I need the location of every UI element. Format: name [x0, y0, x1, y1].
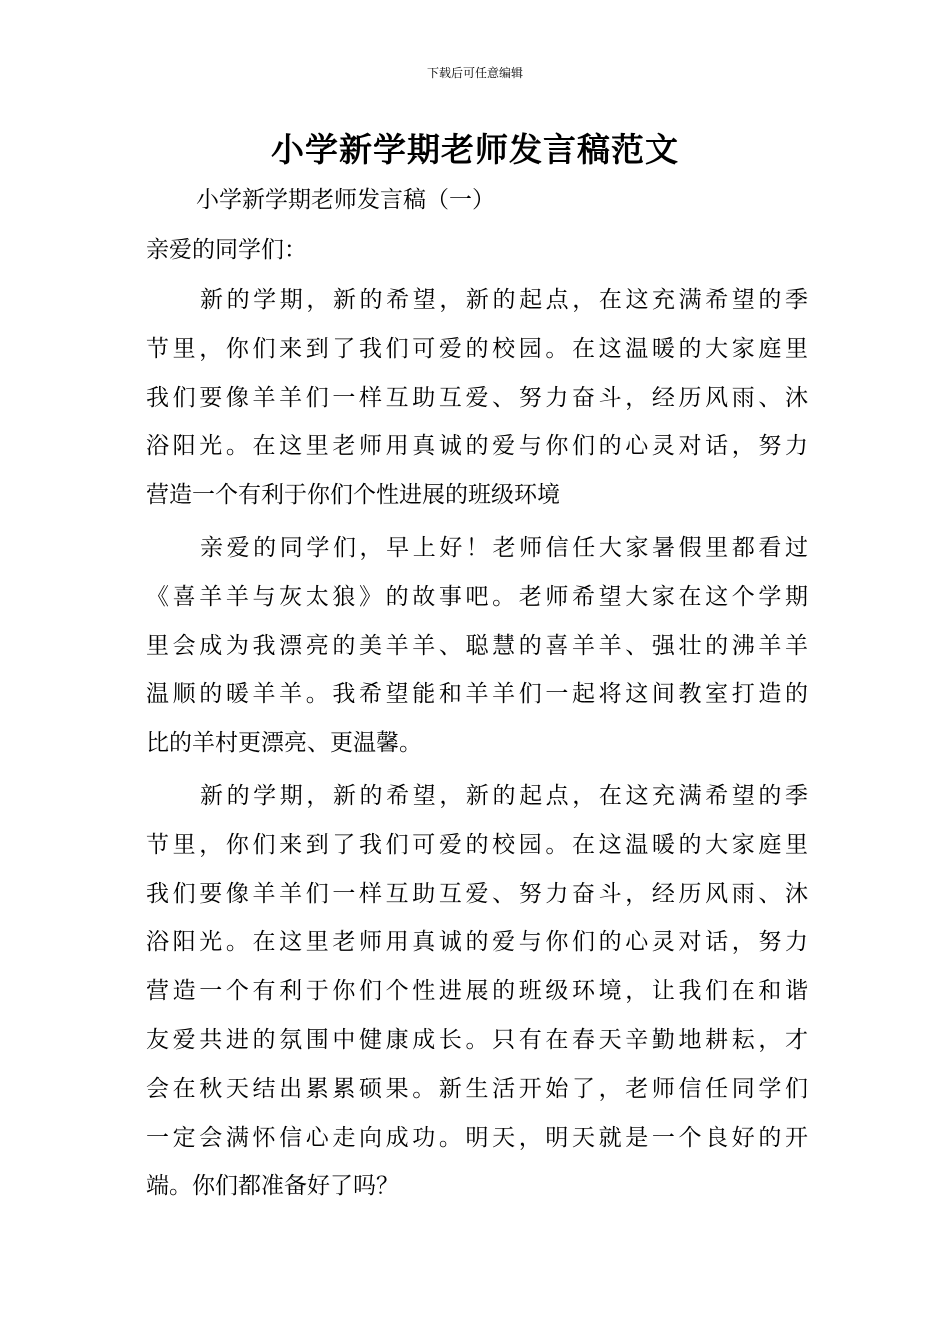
paragraph-line: 温顺的暖羊羊。我希望能和羊羊们一起将这间教室打造的 — [146, 681, 808, 708]
paragraph-line: 比的羊村更漂亮、更温馨。 — [146, 730, 422, 757]
paragraph-line: 浴阳光。在这里老师用真诚的爱与你们的心灵对话，努力 — [146, 433, 808, 460]
paragraph-2 — [146, 524, 808, 768]
page-header-note: 下载后可任意编辑 — [426, 66, 523, 80]
paragraph-line: 新的学期，新的希望，新的起点，在这充满希望的季 — [200, 783, 808, 809]
paragraph-1 — [146, 276, 808, 520]
paragraph-line: 新的学期，新的希望，新的起点，在这充满希望的季 — [200, 287, 808, 313]
paragraph-line: 我们要像羊羊们一样互助互爱、努力奋斗，经历风雨、沐 — [146, 384, 808, 411]
document-title: 小学新学期老师发言稿范文 — [271, 130, 679, 169]
paragraph-line: 友爱共进的氛围中健康成长。只有在春天辛勤地耕耘，才 — [146, 1026, 808, 1053]
paragraph-line: 营造一个有利于你们个性进展的班级环境，让我们在和谐 — [146, 978, 808, 1005]
paragraph-3 — [146, 772, 808, 1211]
paragraph-line: 节里，你们来到了我们可爱的校园。在这温暖的大家庭里 — [146, 335, 808, 362]
paragraph-line: 《喜羊羊与灰太狼》的故事吧。老师希望大家在这个学期 — [146, 583, 808, 610]
paragraph-line: 会在秋天结出累累硕果。新生活开始了，老师信任同学们 — [146, 1075, 808, 1102]
paragraph-line: 端。你们都准备好了吗？ — [146, 1173, 399, 1200]
paragraph-line: 节里，你们来到了我们可爱的校园。在这温暖的大家庭里 — [146, 831, 808, 858]
salutation: 亲爱的同学们： — [146, 237, 307, 263]
paragraph-line: 里会成为我漂亮的美羊羊、聪慧的喜羊羊、强壮的沸羊羊 — [146, 632, 808, 659]
paragraph-line: 营造一个有利于你们个性进展的班级环境 — [146, 482, 560, 509]
paragraph-line: 浴阳光。在这里老师用真诚的爱与你们的心灵对话，努力 — [146, 929, 808, 956]
paragraph-line: 我们要像羊羊们一样互助互爱、努力奋斗，经历风雨、沐 — [146, 880, 808, 907]
paragraph-line: 亲爱的同学们，早上好！老师信任大家暑假里都看过 — [200, 535, 808, 561]
document-subtitle: 小学新学期老师发言稿（一） — [196, 187, 495, 213]
paragraph-line: 一定会满怀信心走向成功。明天，明天就是一个良好的开 — [146, 1124, 808, 1151]
